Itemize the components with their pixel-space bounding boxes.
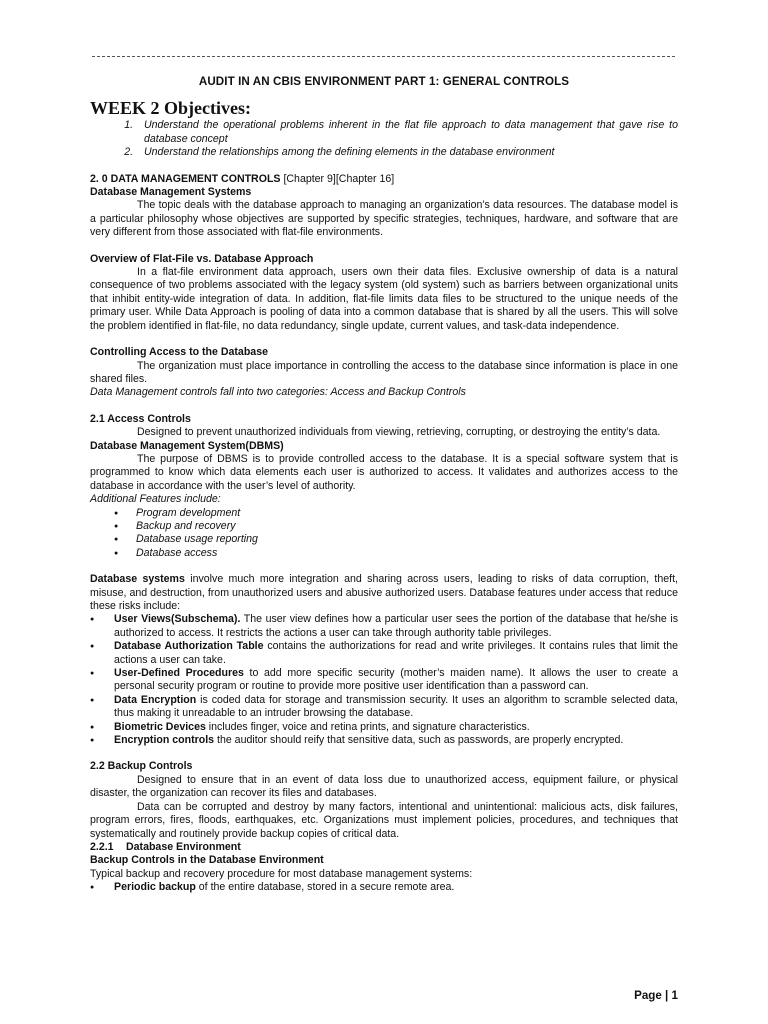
risk-desc: to add more specific security (mother’s maiden name). It allows the user to create a personal security program or routine to provide more positive user identification than a password can. bbox=[114, 667, 678, 693]
page-label: Page | bbox=[634, 989, 669, 1002]
backup-paragraph-1: Designed to ensure that in an event of data loss due to unauthorized access, equipment failure, or physical disaster, the organization can recover its files and databases. bbox=[90, 773, 678, 800]
feature-item: ● Backup and recovery bbox=[136, 520, 678, 533]
risk-desc: includes finger, voice and retina prints, and signature characteristics. bbox=[205, 720, 530, 733]
backup-term: Periodic backup bbox=[114, 881, 196, 894]
database-systems-text: involve much more integration and sharing across users, leading to risks of data corruption, theft, misuse, and destruction, from unauthorized users and abusive authorized users. Database features under access that reduce these risks include: bbox=[90, 573, 678, 612]
backup-env-text: Typical backup and recovery procedure for most database management systems: bbox=[90, 867, 473, 880]
risk-desc: The user view defines how a particular user sees the portion of the database that he/she is authorized to access. It restricts the actions a user can take through authority table privileges. bbox=[114, 613, 679, 639]
risk-term: Biometric Devices bbox=[114, 720, 206, 733]
risk-item bbox=[114, 640, 678, 667]
backup-controls-heading: 2.2 Backup Controls bbox=[90, 760, 193, 773]
backup-env-heading: Backup Controls in the Database Environment bbox=[90, 854, 324, 867]
database-systems-paragraph bbox=[90, 573, 678, 613]
risk-desc: the auditor should reify that sensitive data, such as passwords, are properly encrypted. bbox=[214, 734, 624, 747]
risk-item bbox=[114, 734, 678, 747]
controlling-heading: Controlling Access to the Database bbox=[90, 346, 268, 359]
risk-item bbox=[114, 667, 678, 694]
overview-paragraph: In a flat-file environment data approach, users own their data files. Exclusive ownership of data is a natural consequence of two problems associated with the legacy system (old system) such as barriers between organizational units that inhibit entity-wide integration of data. In addition, flat-file limits data files to be structured to the unique needs of the primary user. While Data Approach is pooling of data into a common database that is shared by all the users. This will solve the problem identified in flat-file, no data redundancy, single update, current values, and task-data independence. bbox=[90, 266, 678, 332]
risk-term: Data Encryption bbox=[114, 693, 197, 706]
dbms-heading: Database Management System(DBMS) bbox=[90, 439, 284, 452]
risk-desc: is coded data for storage and transmission security. It uses an algorithm to scramble selected data, thus making it unreadable to an intruder browsing the database. bbox=[114, 693, 678, 720]
document-title: AUDIT IN AN CBIS ENVIRONMENT PART 1: GENERAL CONTROLS bbox=[198, 75, 570, 88]
subheading-dbms-systems: Database Management Systems bbox=[90, 186, 252, 199]
header-dashed-rule bbox=[92, 56, 675, 57]
backup-procedure-list bbox=[90, 881, 678, 894]
chapter-refs: [Chapter 9][Chapter 16] bbox=[283, 172, 395, 185]
feature-item: ● Database access bbox=[136, 547, 678, 560]
feature-item: ● Program development bbox=[136, 507, 678, 520]
section-title: 2. 0 DATA MANAGEMENT CONTROLS bbox=[90, 172, 281, 185]
risk-term: User-Defined Procedures bbox=[114, 667, 244, 680]
backup-paragraph-2: Data can be corrupted and destroy by many factors, intentional and unintentional: malicious acts, disk failures, program errors, fires, floods, earthquakes, etc. Organizations must implement policies, procedures, and techniques that systematically and routinely provide backup copies of critical data. bbox=[90, 800, 678, 840]
feature-item: ● Database usage reporting bbox=[136, 533, 678, 546]
database-systems-term: Database systems bbox=[90, 573, 185, 586]
risk-term: Encryption controls bbox=[114, 734, 215, 747]
risk-desc: contains the authorizations for read and write privileges. It contains rules that limit the actions a user can take. bbox=[114, 640, 679, 666]
objectives-list bbox=[90, 119, 678, 159]
risk-item bbox=[114, 721, 678, 734]
risk-item bbox=[114, 613, 678, 640]
access-controls-paragraph: Designed to prevent unauthorized individuals from viewing, retrieving, corrupting, or destroying the entity’s data. bbox=[137, 426, 661, 439]
controlling-note: Data Management controls fall into two categories: Access and Backup Controls bbox=[90, 386, 466, 399]
access-controls-heading: 2.1 Access Controls bbox=[90, 412, 191, 425]
section-heading bbox=[90, 173, 678, 186]
features-label: Additional Features include: bbox=[90, 493, 221, 506]
backup-item bbox=[114, 881, 678, 894]
week-heading: WEEK 2 Objectives: bbox=[90, 98, 251, 119]
objective-item: 1. Understand the operational problems inherent in the flat file approach to data management that gave rise to database concept bbox=[136, 119, 678, 146]
database-environment-heading bbox=[90, 841, 678, 854]
risk-controls-list bbox=[90, 613, 678, 747]
features-list bbox=[90, 507, 678, 561]
risk-term: User Views(Subschema). bbox=[114, 613, 241, 626]
subsection-number: 2.2.1 bbox=[90, 840, 114, 853]
risk-item bbox=[114, 694, 678, 721]
controlling-paragraph: The organization must place importance in controlling the access to the database since information is place in one shared files. bbox=[90, 359, 678, 385]
risk-term: Database Authorization Table bbox=[114, 640, 264, 653]
backup-desc: of the entire database, stored in a secure remote area. bbox=[195, 881, 455, 894]
subsection-title: Database Environment bbox=[126, 840, 241, 853]
overview-heading: Overview of Flat-File vs. Database Approach bbox=[90, 252, 314, 265]
dbms-paragraph: The purpose of DBMS is to provide controlled access to the database. It is a special software system that is programmed to know which data elements each user is authorized to access. It validates and authorizes access to the database in accordance with the user’s level of authority. bbox=[90, 452, 678, 492]
page-footer bbox=[634, 989, 678, 1002]
page-number: 1 bbox=[671, 989, 678, 1002]
objective-item: 2. Understand the relationships among the defining elements in the database environment bbox=[136, 146, 678, 159]
intro-paragraph: The topic deals with the database approach to managing an organization’s data resources. The database model is a particular philosophy whose objectives are supported by specific strategies, techniques, hardware, and software that are very different from those associated with flat-file environments. bbox=[90, 199, 678, 239]
